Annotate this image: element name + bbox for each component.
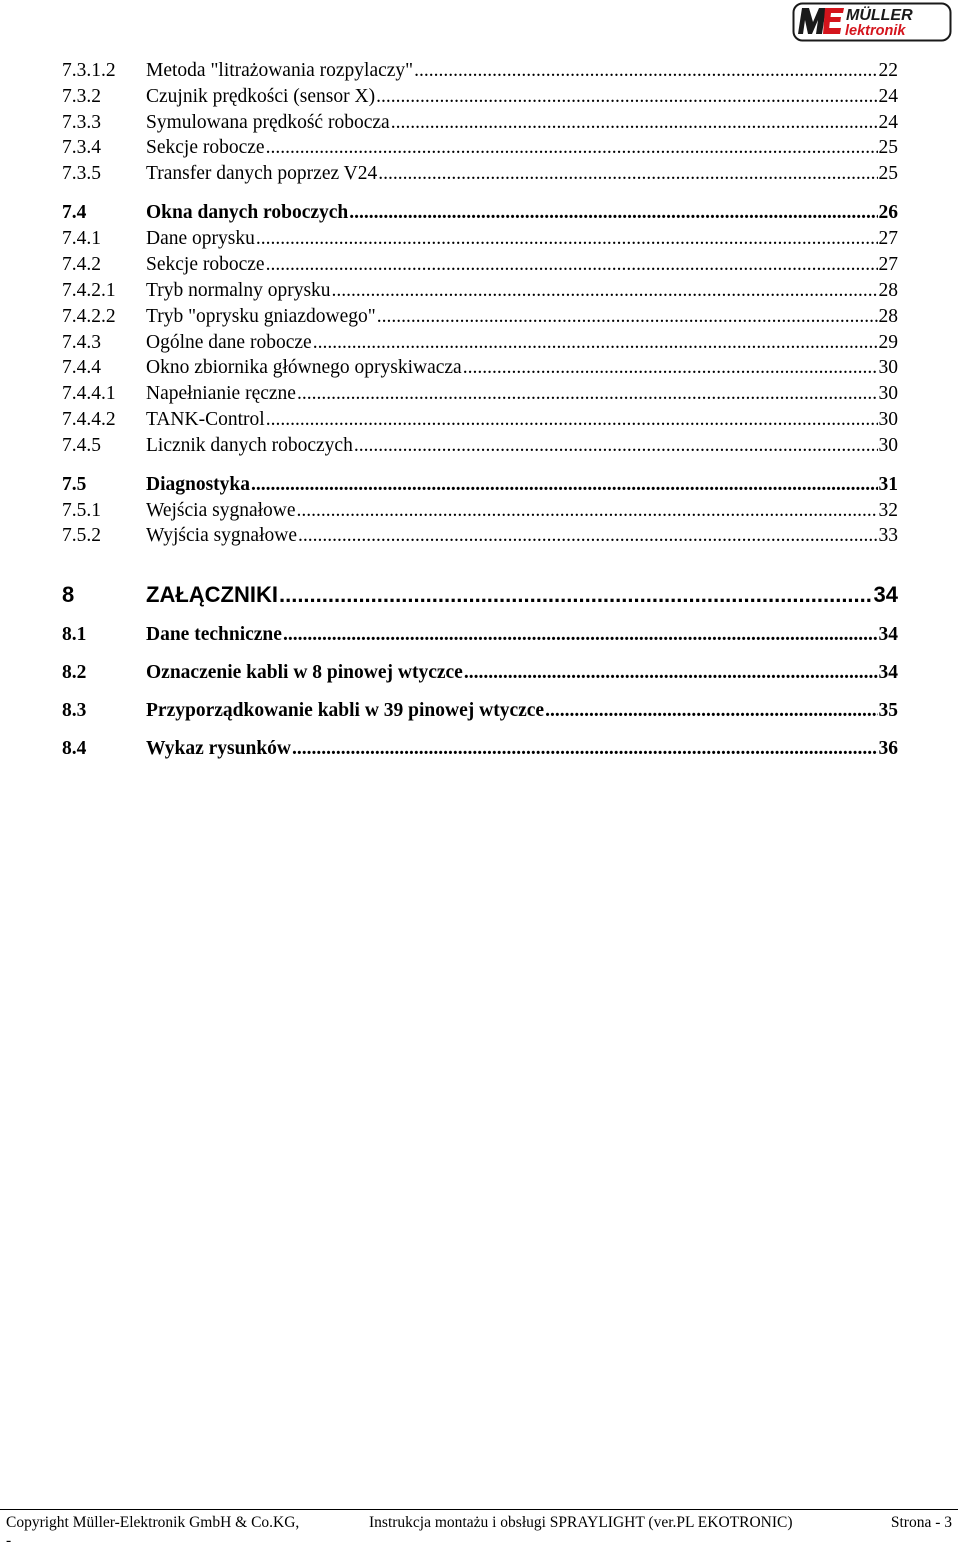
toc-entry-title: Sekcje robocze <box>146 137 265 158</box>
toc-dot-leader <box>332 280 878 302</box>
toc-entry-number: 7.3.3 <box>62 112 101 133</box>
toc-entry[interactable] <box>62 137 898 159</box>
toc-entry-page: 36 <box>878 738 898 759</box>
toc-entry-page: 32 <box>878 500 898 521</box>
toc-entry[interactable] <box>62 474 898 496</box>
toc-entry[interactable] <box>62 435 898 457</box>
toc-entry[interactable] <box>62 662 898 684</box>
toc-entry-number: 7.3.4 <box>62 137 101 158</box>
toc-entry-title: Symulowana prędkość robocza <box>146 112 390 133</box>
toc-entry-number: 7.4.4 <box>62 357 101 378</box>
toc-entry[interactable] <box>62 306 898 328</box>
toc-dot-leader <box>377 306 878 328</box>
toc-entry-number: 7.4.3 <box>62 332 101 353</box>
toc-entry-number: 7.5 <box>62 474 87 495</box>
toc-entry[interactable] <box>62 163 898 185</box>
toc-dot-leader <box>297 500 878 522</box>
toc-entry-title: Wyjścia sygnałowe <box>146 525 297 546</box>
footer-dash: - <box>6 1532 12 1549</box>
toc-entry-number: 8.2 <box>62 662 87 683</box>
footer-manual-title: Instrukcja montażu i obsługi SPRAYLIGHT (ver.PL EKOTRONIC) <box>369 1514 793 1531</box>
toc-entry-page: 29 <box>878 332 898 353</box>
toc-entry-number: 7.3.2 <box>62 86 101 107</box>
toc-entry-title: Oznaczenie kabli w 8 pinowej wtyczce <box>146 662 463 683</box>
toc-entry[interactable] <box>62 700 898 722</box>
toc-dot-leader <box>297 383 878 405</box>
toc-entry-number: 7.4.2 <box>62 254 101 275</box>
toc-entry-page: 33 <box>878 525 898 546</box>
toc-entry-page: 26 <box>878 202 898 223</box>
svg-text:lektronik: lektronik <box>845 23 906 39</box>
toc-entry-number: 7.3.5 <box>62 163 101 184</box>
toc-entry-title: Napełnianie ręczne <box>146 383 296 404</box>
toc-entry-number: 7.5.1 <box>62 500 101 521</box>
toc-entry[interactable] <box>62 112 898 134</box>
toc-dot-leader <box>266 409 878 431</box>
toc-entry-page: 28 <box>878 306 898 327</box>
toc-entry-page: 30 <box>878 409 898 430</box>
toc-entry[interactable] <box>62 582 898 608</box>
toc-dot-leader <box>298 525 878 547</box>
toc-entry-number: 7.4 <box>62 202 87 223</box>
toc-entry-page: 25 <box>878 163 898 184</box>
toc-dot-leader <box>292 738 877 760</box>
muller-elektronik-logo-icon <box>792 2 952 42</box>
toc-entry-title: Tryb "oprysku gniazdowego" <box>146 306 376 327</box>
toc-entry-title: Ogólne dane robocze <box>146 332 312 353</box>
toc-entry-title: Dane techniczne <box>146 624 282 645</box>
toc-entry[interactable] <box>62 525 898 547</box>
toc-dot-leader <box>545 700 877 722</box>
toc-entry-page: 24 <box>878 86 898 107</box>
toc-entry[interactable] <box>62 383 898 405</box>
toc-dot-leader <box>266 137 878 159</box>
toc-entry-title: Diagnostyka <box>146 474 251 495</box>
toc-entry-number: 8.3 <box>62 700 87 721</box>
toc-entry-page: 30 <box>878 435 898 456</box>
footer-divider <box>0 1509 958 1510</box>
toc-entry[interactable] <box>62 624 898 646</box>
toc-entry-title: Wejścia sygnałowe <box>146 500 296 521</box>
toc-entry-page: 30 <box>878 357 898 378</box>
toc-entry-page: 30 <box>878 383 898 404</box>
toc-dot-leader <box>376 86 877 108</box>
toc-entry-page: 31 <box>878 474 898 495</box>
toc-dot-leader <box>391 112 878 134</box>
toc-entry-page: 27 <box>878 228 898 249</box>
toc-entry-title: Metoda "litrażowania rozpylaczy" <box>146 60 414 81</box>
toc-dot-leader <box>463 357 878 379</box>
toc-entry-title: Transfer danych poprzez V24 <box>146 163 378 184</box>
footer-page-number: Strona - 3 <box>890 1514 952 1531</box>
toc-entry-number: 8.4 <box>62 738 87 759</box>
toc-entry-number: 7.4.4.1 <box>62 383 116 404</box>
company-logo <box>792 2 952 42</box>
toc-entry-page: 34 <box>878 624 898 645</box>
toc-dot-leader <box>378 163 877 185</box>
toc-dot-leader <box>256 228 878 250</box>
toc-entry-number: 7.3.1.2 <box>62 60 116 81</box>
toc-dot-leader <box>313 332 878 354</box>
footer-copyright: Copyright Müller-Elektronik GmbH & Co.KG, <box>6 1514 300 1531</box>
toc-entry-number: 8 <box>62 582 75 607</box>
toc-entry-page: 28 <box>878 280 898 301</box>
toc-entry-title: TANK-Control <box>146 409 265 430</box>
toc-entry[interactable] <box>62 202 898 224</box>
toc-entry-title: Tryb normalny oprysku <box>146 280 331 301</box>
toc-entry-number: 7.4.2.1 <box>62 280 116 301</box>
toc-entry[interactable] <box>62 86 898 108</box>
toc-entry-page: 35 <box>878 700 898 721</box>
toc-entry[interactable] <box>62 228 898 250</box>
toc-entry-number: 7.4.1 <box>62 228 101 249</box>
toc-dot-leader <box>283 624 878 646</box>
toc-entry-title: ZAŁĄCZNIKI <box>146 582 278 607</box>
toc-entry[interactable] <box>62 254 898 276</box>
toc-entry-number: 8.1 <box>62 624 87 645</box>
toc-dot-leader <box>464 662 878 684</box>
logo-brand-top: MÜLLER <box>846 7 913 24</box>
toc-entry-page: 25 <box>878 137 898 158</box>
toc-entry-title: Przyporządkowanie kabli w 39 pinowej wtyczce <box>146 700 545 721</box>
toc-entry-number: 7.4.2.2 <box>62 306 116 327</box>
toc-entry-title: Czujnik prędkości (sensor X) <box>146 86 376 107</box>
toc-entry[interactable] <box>62 357 898 379</box>
toc-entry-page: 34 <box>878 662 898 683</box>
toc-dot-leader <box>414 60 877 82</box>
toc-dot-leader <box>354 435 878 457</box>
toc-entry[interactable] <box>62 332 898 354</box>
toc-entry[interactable] <box>62 738 898 760</box>
toc-entry-number: 7.5.2 <box>62 525 101 546</box>
toc-entry-title: Dane oprysku <box>146 228 255 249</box>
toc-entry-title: Okna danych roboczych <box>146 202 349 223</box>
toc-entry-number: 7.4.4.2 <box>62 409 116 430</box>
toc-entry-title: Okno zbiornika głównego opryskiwacza <box>146 357 462 378</box>
toc-dot-leader <box>266 254 878 276</box>
toc-dot-leader <box>349 202 877 224</box>
toc-entry-number: 7.4.5 <box>62 435 101 456</box>
toc-entry[interactable] <box>62 409 898 431</box>
toc-entry[interactable] <box>62 280 898 302</box>
toc-entry-title: Licznik danych roboczych <box>146 435 353 456</box>
toc-entry-title: Sekcje robocze <box>146 254 265 275</box>
toc-entry-page: 22 <box>878 60 898 81</box>
toc-dot-leader <box>251 474 877 496</box>
toc-entry-page: 34 <box>873 582 898 607</box>
toc-entry-title: Wykaz rysunków <box>146 738 292 759</box>
toc-entry-page: 27 <box>878 254 898 275</box>
toc-entry[interactable] <box>62 60 898 82</box>
toc-entry[interactable] <box>62 500 898 522</box>
toc-dot-leader <box>279 582 873 608</box>
toc-entry-page: 24 <box>878 112 898 133</box>
